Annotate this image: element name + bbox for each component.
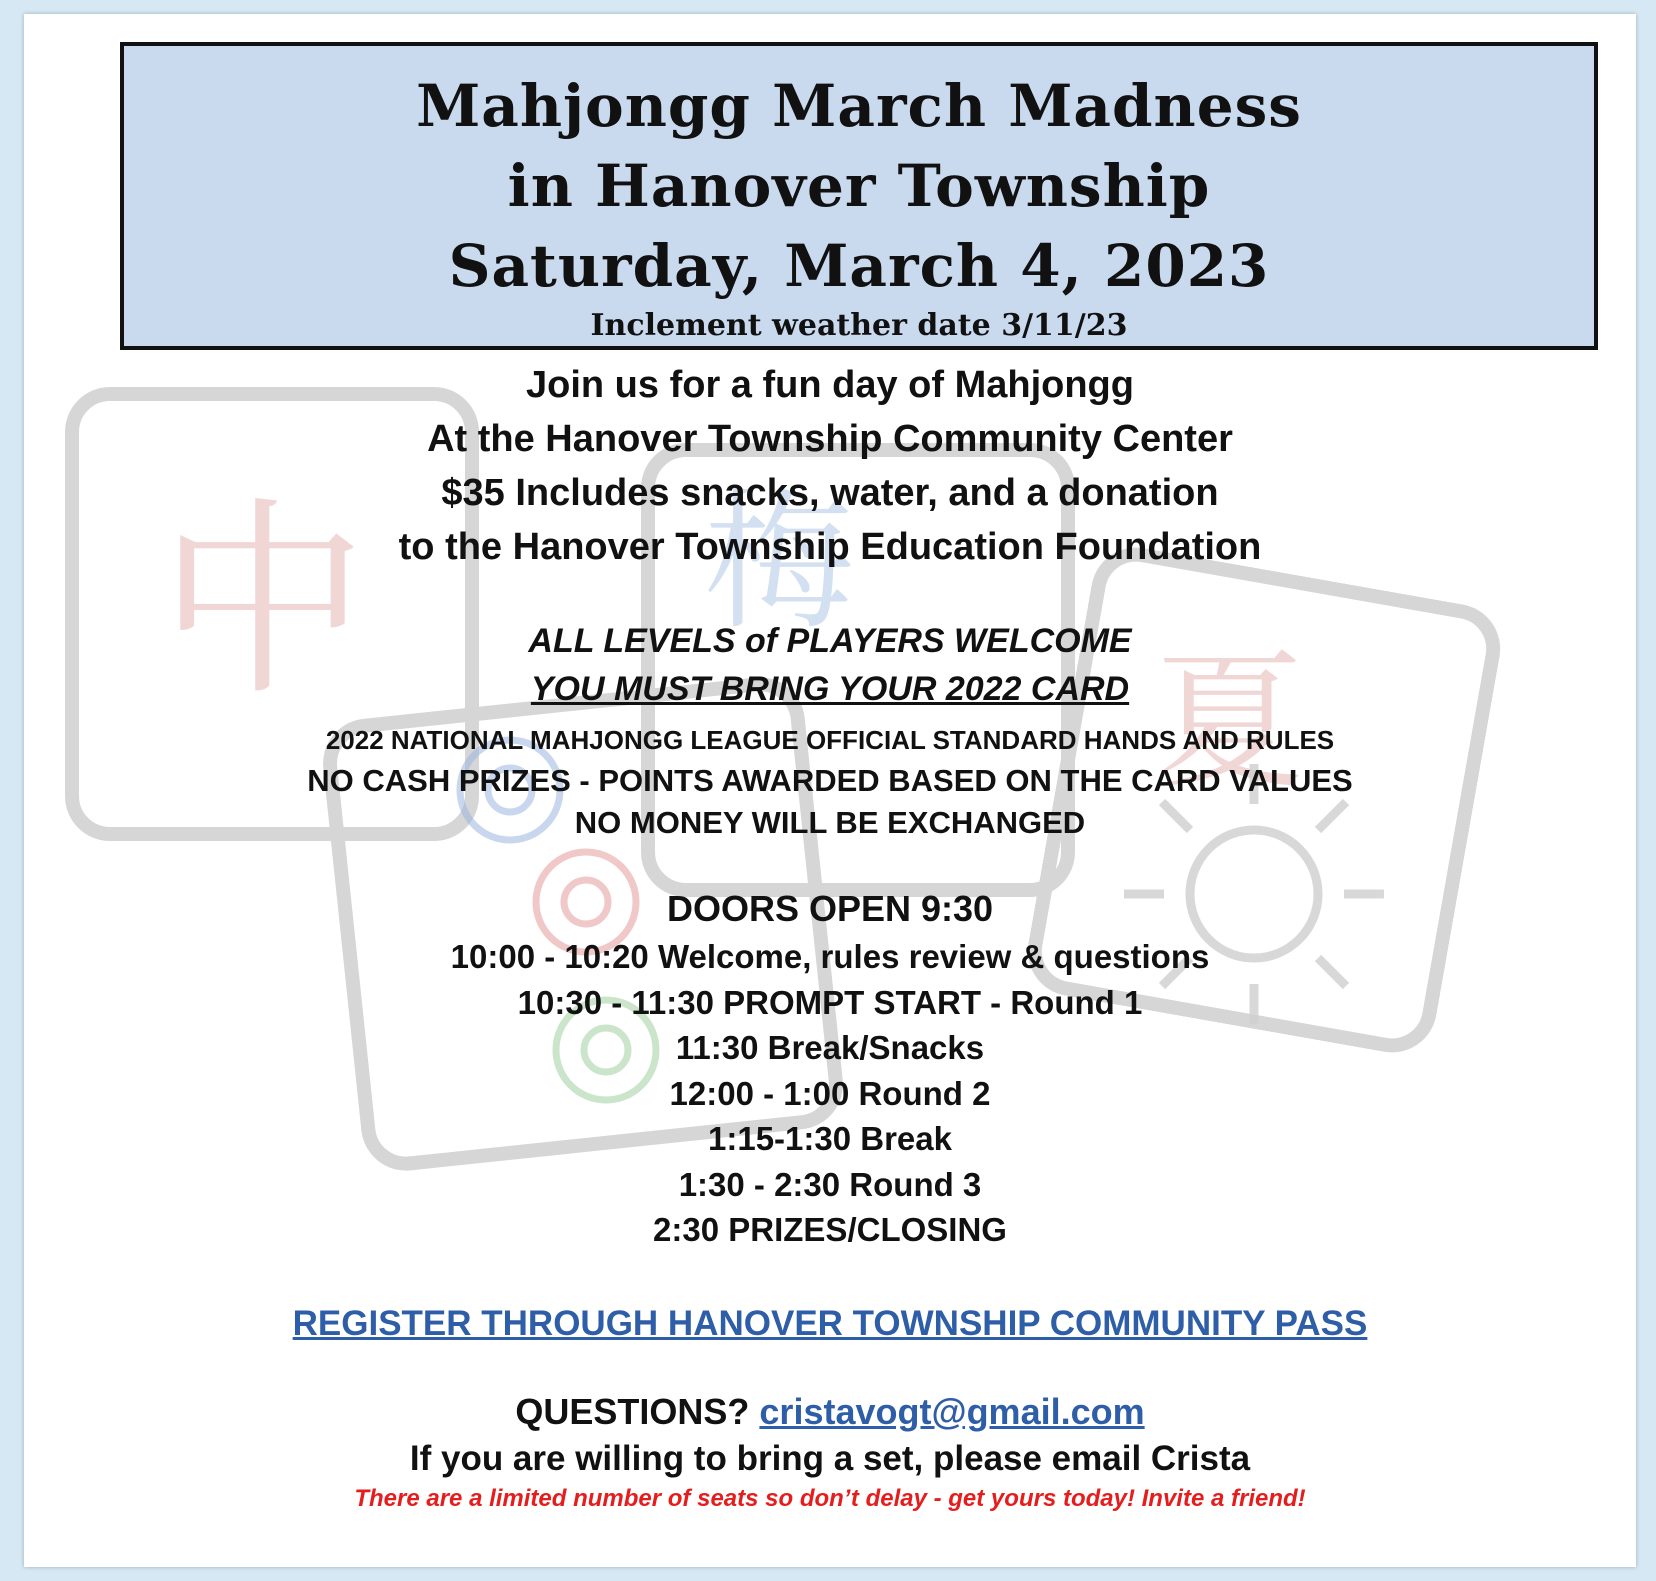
schedule-item: 12:00 - 1:00 Round 2	[669, 1074, 991, 1112]
inclement-weather-date: Inclement weather date 3/11/23	[590, 308, 1128, 343]
register-section	[24, 1304, 1636, 1344]
intro-section	[24, 358, 1636, 574]
levels-section	[24, 617, 1636, 713]
all-levels-welcome: ALL LEVELS of PLAYERS WELCOME	[528, 622, 1132, 660]
intro-line: to the Hanover Township Education Foundation	[398, 526, 1262, 568]
bring-card-notice: YOU MUST BRING YOUR 2022 CARD	[530, 670, 1130, 708]
schedule-section	[24, 884, 1636, 1253]
intro-line: Join us for a fun day of Mahjongg	[526, 364, 1134, 406]
event-location-title: in Hanover Township	[507, 152, 1211, 220]
no-money-exchanged: NO MONEY WILL BE EXCHANGED	[574, 805, 1086, 840]
schedule-item: 10:00 - 10:20 Welcome, rules review & questions	[450, 938, 1210, 975]
event-date: Saturday, March 4, 2023	[448, 232, 1270, 300]
intro-line: $35 Includes snacks, water, and a donation	[441, 472, 1219, 514]
schedule-item: 2:30 PRIZES/CLOSING	[653, 1211, 1007, 1248]
red-dragon-glyph: 中	[158, 479, 369, 724]
questions-label: QUESTIONS?	[515, 1391, 750, 1432]
plum-glyph: 梅	[704, 476, 855, 650]
intro-line: At the Hanover Township Community Center	[427, 418, 1233, 460]
league-rules: 2022 NATIONAL MAHJONGG LEAGUE OFFICIAL STANDARD HANDS AND RULES	[325, 725, 1335, 755]
schedule-item: 10:30 - 11:30 PROMPT START - Round 1	[517, 983, 1143, 1021]
schedule-item: 11:30 Break/Snacks	[675, 1029, 985, 1066]
header-box	[120, 42, 1598, 350]
doors-open: DOORS OPEN 9:30	[666, 888, 994, 929]
limited-seats-notice: There are a limited number of seats so don’t delay - get yours today! Invite a friend!	[354, 1485, 1306, 1512]
register-link[interactable]: REGISTER THROUGH HANOVER TOWNSHIP COMMUNITY PASS	[292, 1304, 1368, 1343]
schedule-item: 1:15-1:30 Break	[708, 1120, 952, 1157]
event-title: Mahjongg March Madness	[416, 72, 1302, 140]
rules-section	[24, 720, 1636, 844]
contact-section	[24, 1388, 1636, 1516]
schedule-item: 1:30 - 2:30 Round 3	[678, 1165, 982, 1203]
summer-glyph: 夏	[1154, 636, 1305, 810]
flyer-page	[24, 14, 1636, 1567]
bring-set-request: If you are willing to bring a set, please email Crista	[409, 1439, 1251, 1478]
email-link[interactable]: cristavogt@gmail.com	[759, 1391, 1145, 1432]
questions-line	[24, 1388, 1636, 1436]
no-cash-prizes: NO CASH PRIZES - POINTS AWARDED BASED ON THE CARD VALUES	[307, 763, 1353, 798]
